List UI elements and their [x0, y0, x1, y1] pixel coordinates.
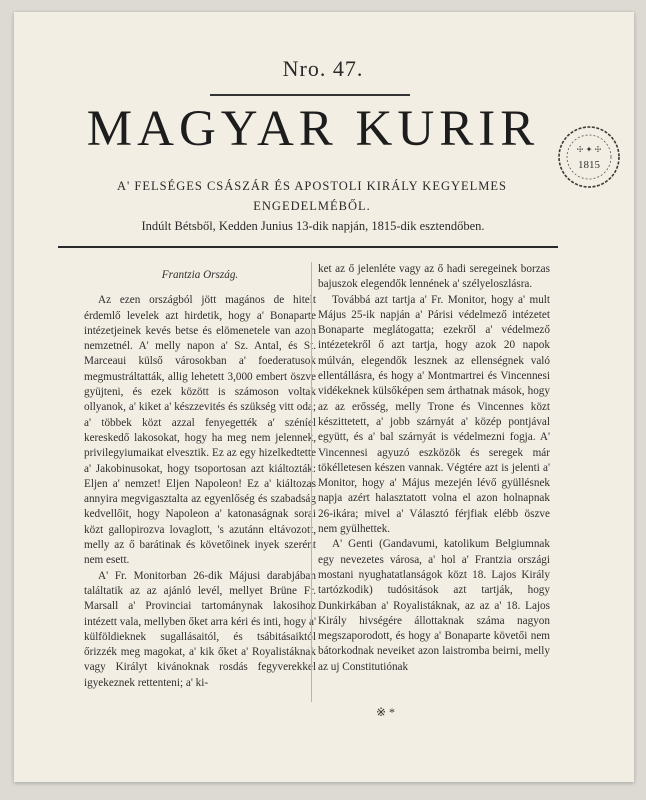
left-paragraph-1: Az ezen országból jött magános de hitelt érdemlő levelek azt hirdetik, hogy a' Bonaparte intézetjeinek kevés betse és elömenetele van azon nemzetnél. A' melly napon a' Sz. Antal, és St. Marceaui külső városokban a' foederatusok megmustráltatták, allig lehetett 3,000 embert öszve gyüjteni, és ezek között is számoson voltak ollyanok, a' kiket a' készzevités és szükség vitt oda; a' többek közt azzal fenyegették a' széníel kereskedő lakosokat, hogy ha meg nem jelennek, privilegyiumaikat elvesztik. Ez az egy hizelkedtette a' Jakobinusokat, hogy tsoportosan azt kiáltozták: Eljen a' nemzet! Eljen Napoleon! Ez a' kiáltozas annyira megvigasztalta az egyenlőség és szabadság kedvellőit, hogy Napoleon a' katonaságnak sorai közt gallopirozva lovaglott, 's azutánn eltávozott, melly az ő barátinak és követőinek inyek szerént nem esett. [84, 294, 316, 567]
stamp-year: 1815 [578, 159, 600, 171]
issue-number: Nro. 47. [282, 56, 364, 81]
right-paragraph-1: ket az ő jelenléte vagy az ő hadi seregeinek borzas bajuszok elegendők lennének a' szélyeloszlásra. [318, 263, 550, 291]
postal-stamp [556, 124, 622, 190]
left-column [84, 262, 316, 691]
svg-text:☩ ✦ ☩: ☩ ✦ ☩ [576, 145, 602, 154]
top-rule [210, 94, 410, 96]
right-column [318, 262, 550, 675]
footer-mark: ※ * [376, 705, 396, 719]
left-paragraph-2: A' Fr. Monitorban 26-dik Májusi darabjában találtatik az az ajánló levél, mellyet Brüne Fr. Marsall a' Provinciai tartománynak lakosihoz intézett vala, mellyben őket arra kéri és inti, hogy a' külföldieknek sugallásaitól, és tsábitásaiktól őrizzék meg magokat, a' kik őket a' Royalistáknak vagy Királyt kivánoknak rosdás fegyverekkel igyekeznek rettenteni; a' ki- [84, 569, 316, 689]
column-divider [311, 262, 312, 702]
section-heading: Frantzia Ország. [161, 269, 239, 281]
header-rule [58, 246, 558, 248]
subtitle: A' FELSÉGES CSÁSZÁR ÉS APOSTOLI KIRÁLY KEGYELMES ENGEDELMÉBŐL. [116, 179, 507, 213]
right-paragraph-2: Továbbá azt tartja a' Fr. Monitor, hogy a' mult Május 25-ik napján a' Párisi védelmező intézetet Bonaparte meglátogatta; ezekről a' védelmező intézetekről ő azt tartja, hogy azok 20 napok múlván, elegendők lesznek az ellenségnek való ellentállásra, és hogy a' Montmartrei és Vincennesi vidékeknek külsőképen sem árthatnak mások, hogy az az erősség, melly Trone és Vincennes közt készittetett, a' jobb szárnyát a' közép pontjával együtt, és a' bal szárnyát is védelmezni fogja. A' Vincennesi agyuzó eszközök és seregek már tökélletesen készen vannak. Végtére azt is jelenti a' Monitor, hogy a' Május mezején lévő gyüllésnek napja azért halasztatott volna el azon holnapnak 26-ikára; mivel a' Választó férjfiak elébb öszve nem gyülhettek. [318, 293, 550, 536]
right-paragraph-3: A' Genti (Gandavumi, katolikum Belgiumnak egy nevezetes városa, a' hol a' Frantzia országi mostani nyughatatlanságok közt 18. Lajos Király tartózkodik) tudósitások azt tartják, hogy Dunkirkában a' Royalistáknak, az az a' 18. Lajos Király hivségére állottaknak száma nagyon megszaporodott, és hogy a' Bonaparte követői nem bátorkodnak neveiket azon laistromba beirni, melly az uj Constitutiónak [318, 538, 550, 673]
masthead-title: MAGYAR KURIR [86, 101, 540, 157]
dateline: Indúlt Bétsből, Kedden Junius 13-dik napján, 1815-dik esztendőben. [141, 219, 485, 233]
